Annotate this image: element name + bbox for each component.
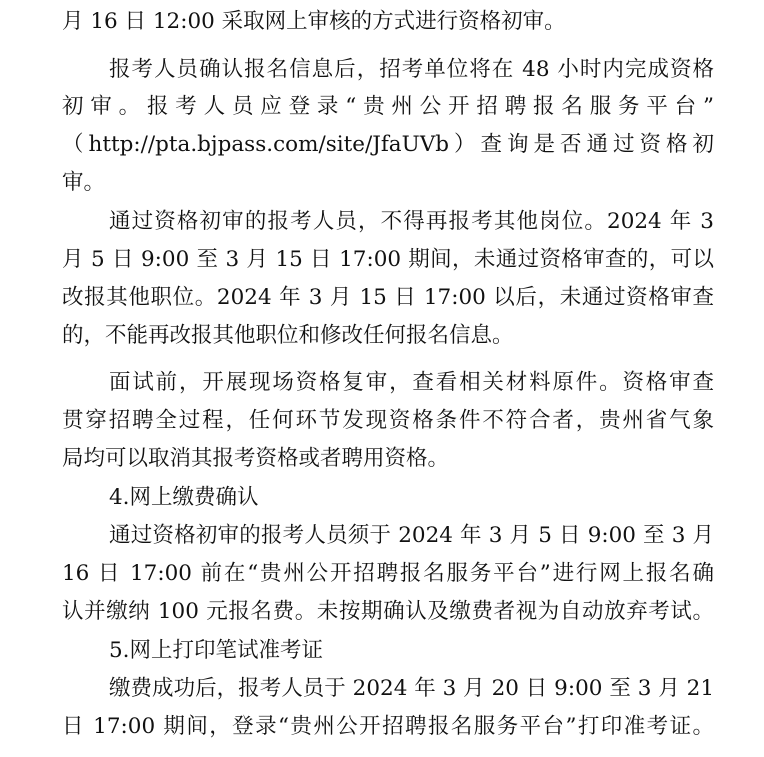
text-line: 局均可以取消其报考资格或者聘用资格。: [62, 446, 450, 471]
paragraph-first-line: 面试前，开展现场资格复审，查看相关材料原件。资格审查: [109, 370, 714, 395]
paragraph-first-line: 报考人员确认报名信息后，招考单位将在 48 小时内完成资格: [109, 57, 714, 82]
text-line: 月 16 日 12:00 采取网上审核的方式进行资格初审。: [62, 9, 566, 34]
section-heading: 5.网上打印笔试准考证: [109, 638, 324, 663]
text-line: 贯穿招聘全过程，任何环节发现资格条件不符合者，贵州省气象: [62, 408, 714, 433]
paragraph-first-line: 缴费成功后，报考人员于 2024 年 3 月 20 日 9:00 至 3 月 21: [109, 676, 714, 701]
text-line: 认并缴纳 100 元报名费。未按期确认及缴费者视为自动放弃考试。: [62, 599, 714, 624]
paragraph-first-line: 通过资格初审的报考人员，不得再报考其他岗位。2024 年 3: [109, 209, 714, 234]
text-line: 初审。报考人员应登录“贵州公开招聘报名服务平台”: [62, 94, 714, 119]
text-line: 改报其他职位。2024 年 3 月 15 日 17:00 以后，未通过资格审查: [62, 285, 714, 310]
paragraph-first-line: 通过资格初审的报考人员须于 2024 年 3 月 5 日 9:00 至 3 月: [109, 523, 714, 548]
text-line: 审。: [62, 170, 106, 195]
text-line: 16 日 17:00 前在“贵州公开招聘报名服务平台”进行网上报名确: [62, 561, 714, 586]
text-line: 月 5 日 9:00 至 3 月 15 日 17:00 期间，未通过资格审查的，可以: [62, 247, 714, 272]
text-line: 日 17:00 期间，登录“贵州公开招聘报名服务平台”打印准考证。: [62, 714, 714, 739]
section-heading: 4.网上缴费确认: [109, 485, 259, 510]
text-line: 的，不能再改报其他职位和修改任何报名信息。: [62, 323, 514, 348]
url-line: （http://pta.bjpass.com/site/JfaUVb）查询是否通过资格初: [62, 132, 714, 157]
